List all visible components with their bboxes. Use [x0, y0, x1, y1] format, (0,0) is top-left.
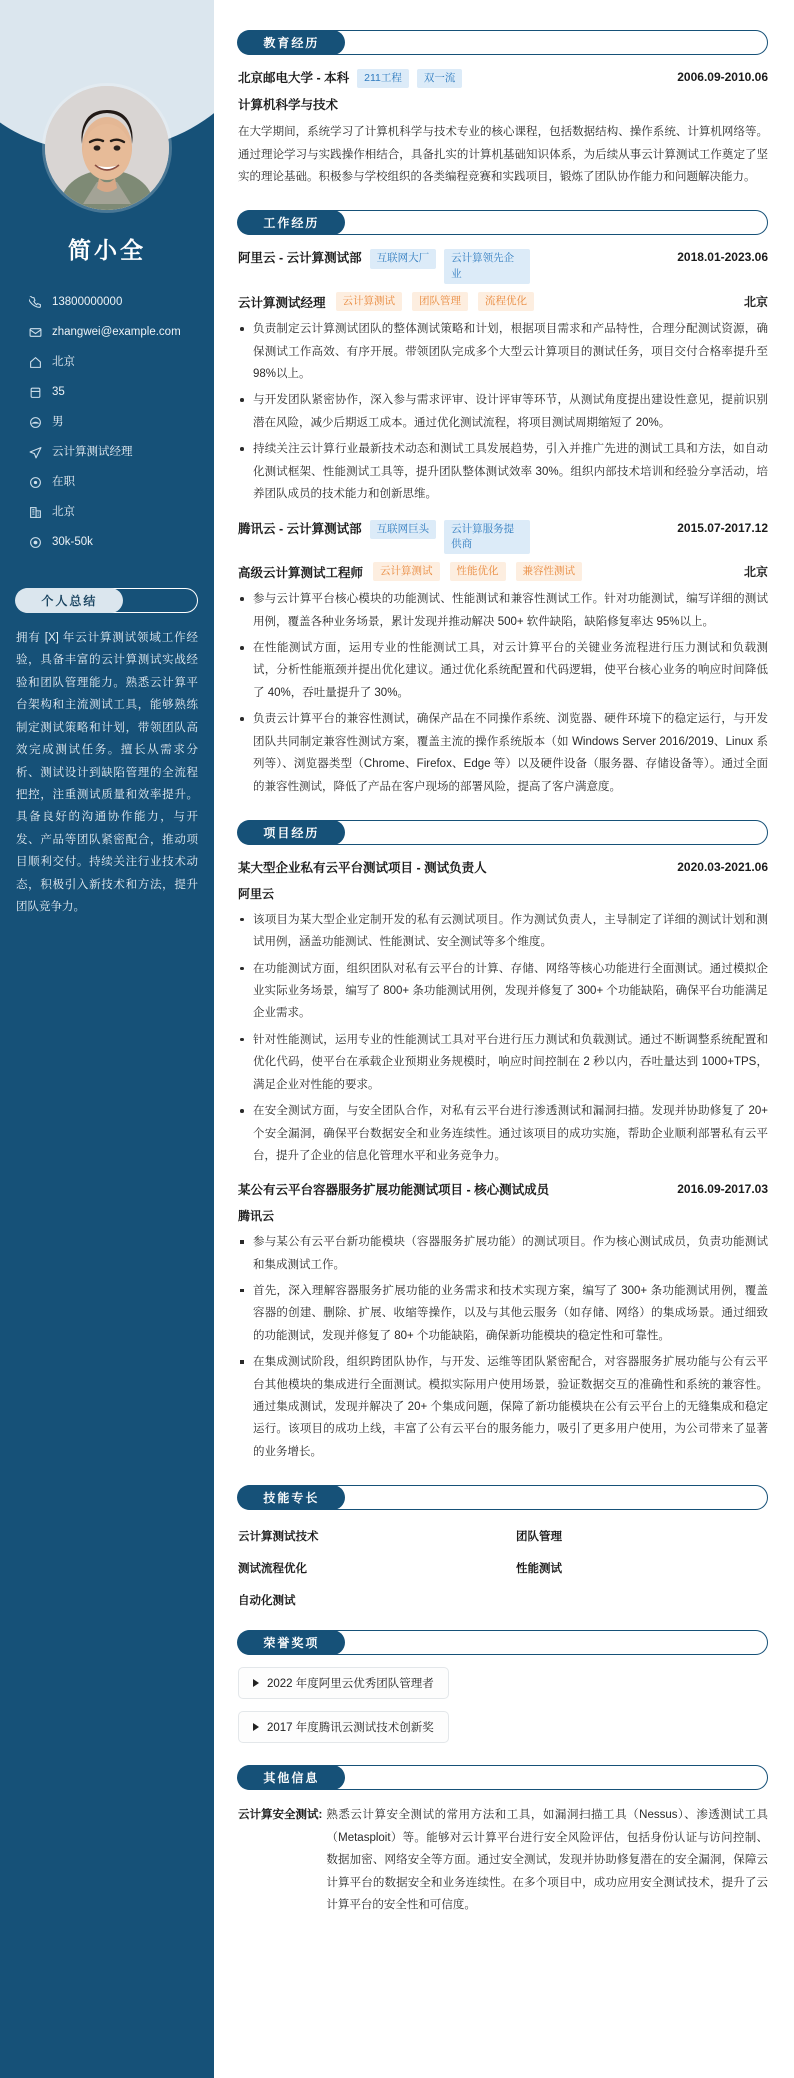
work-bullet: 参与云计算平台核心模块的功能测试、性能测试和兼容性测试工作。针对功能测试，编写详细的测试用例，覆盖各种业务场景，累计发现并推动解决 500+ 软件缺陷，缺陷修复率达 95%以上。 — [238, 588, 768, 633]
education-entry-header — [238, 69, 768, 88]
project-bullets — [238, 909, 768, 1168]
education-major: 计算机科学与技术 — [238, 98, 339, 113]
job-title: 云计算测试经理 — [238, 295, 326, 310]
caret-right-icon — [253, 1679, 259, 1687]
summary-text: 拥有 [X] 年云计算测试领域工作经验，具备丰富的云计算测试实战经验和团队管理能力。熟悉云计算平台架构和主流测试工具，能够熟练制定测试策略和计划，带领团队高效完成测试任务。擅长从需求分析、测试设计到缺陷管理的全流程把控，注重测试质量和效率提升。具备良好的沟通协作能力，与开发、产品等团队紧密配合，推动项目顺利交付。持续关注行业技术动态，积极引入新技术和方法，提升团队竞争力。 — [16, 632, 198, 914]
home-icon — [28, 355, 43, 370]
project-entry — [238, 1181, 768, 1463]
skills-grid — [238, 1528, 768, 1608]
company-name: 阿里云 - 云计算测试部 — [238, 251, 362, 266]
section-heading-label: 荣誉奖项 — [237, 1630, 345, 1655]
other-item — [238, 1804, 768, 1916]
skill-bar — [572, 1532, 768, 1541]
mail-icon — [28, 325, 43, 340]
section-heading-awards — [238, 1630, 768, 1655]
caret-right-icon — [253, 1723, 259, 1731]
project-bullet: 在功能测试方面，组织团队对私有云平台的计算、存储、网络等核心功能进行全面测试。通过模拟企业实际业务场景，编写了 800+ 条功能测试用例，发现并修复了 300+ 个功能缺陷，确保平台功能满足企业需求。 — [238, 958, 768, 1025]
skill-item — [238, 1592, 490, 1608]
contact-item-status — [28, 475, 214, 490]
contact-value: 云计算测试经理 — [52, 445, 133, 458]
role-tag: 团队管理 — [412, 292, 468, 311]
section-heading-projects — [238, 820, 768, 845]
project-date: 2020.03-2021.06 — [677, 859, 768, 874]
project-bullet: 在安全测试方面，与安全团队合作，对私有云平台进行渗透测试和漏洞扫描。发现并协助修复了 20+ 个安全漏洞，确保平台数据安全和业务连续性。通过该项目的成功实施，帮助企业顺利部署私有云平台，提升了企业的信息化管理水平和业务竞争力。 — [238, 1100, 768, 1167]
project-bullet: 参与某公有云平台新功能模块（容器服务扩展功能）的测试项目。作为核心测试成员，负责功能测试和集成测试工作。 — [238, 1231, 768, 1276]
contact-value: 男 — [52, 415, 64, 428]
section-awards — [238, 1630, 768, 1743]
company-name: 腾讯云 - 云计算测试部 — [238, 521, 362, 536]
work-role-row — [238, 292, 768, 311]
section-skills — [238, 1485, 768, 1608]
project-org: 阿里云 — [238, 886, 275, 901]
education-description: 在大学期间，系统学习了计算机科学与技术专业的核心课程，包括数据结构、操作系统、计算机网络等。通过理论学习与实践操作相结合，具备扎实的计算机基础知识体系，为后续从事云计算测试工作奠定了坚实的理论基础。积极参与学校组织的各类编程竞赛和实践项目，锻炼了团队协作能力和问题解决能力。 — [238, 126, 768, 184]
skill-bar — [317, 1564, 490, 1573]
main-content — [214, 0, 794, 2078]
award-label: 2022 年度阿里云优秀团队管理者 — [267, 1678, 434, 1691]
other-text: 熟悉云计算安全测试的常用方法和工具，如漏洞扫描工具（Nessus）、渗透测试工具（Metasploit）等。能够对云计算平台进行安全风险评估，包括身份认证与访问控制、数据加密、网络安全等方面。通过安全测试，发现并协助修复潜在的安全漏洞，保障云计算平台的数据安全和业务连续性。在多个项目中，成功应用安全测试技术，提升了云计算平台的安全性和可信度。 — [326, 1809, 768, 1912]
section-heading-summary — [16, 588, 198, 613]
project-bullets — [238, 1231, 768, 1463]
project-org: 腾讯云 — [238, 1209, 275, 1224]
skill-bar — [572, 1564, 768, 1573]
work-bullets — [238, 318, 768, 505]
salary-icon — [28, 535, 43, 550]
project-bullet: 该项目为某大型企业定制开发的私有云测试项目。作为测试负责人，主导制定了详细的测试计划和测试用例，涵盖功能测试、性能测试、安全测试等多个维度。 — [238, 909, 768, 954]
contact-item-hometown — [28, 355, 214, 370]
project-title: 某大型企业私有云平台测试项目 - 测试负责人 — [238, 860, 487, 875]
section-heading-label: 个人总结 — [15, 588, 123, 613]
avatar — [45, 86, 169, 210]
skill-bar — [306, 1596, 491, 1605]
job-title: 高级云计算测试工程师 — [238, 565, 364, 580]
skill-label: 自动化测试 — [238, 1595, 296, 1608]
person-name: 简小全 — [68, 237, 146, 263]
work-role-row — [238, 562, 768, 581]
section-heading-skills — [238, 1485, 768, 1510]
section-heading-other — [238, 1765, 768, 1790]
education-entry — [238, 69, 768, 188]
section-heading-label: 项目经历 — [237, 820, 345, 845]
skill-label: 团队管理 — [516, 1531, 562, 1544]
skill-item — [238, 1528, 490, 1544]
education-tag: 双一流 — [417, 69, 463, 88]
contact-value: 在职 — [52, 475, 75, 488]
work-bullet: 负责制定云计算测试团队的整体测试策略和计划，根据项目需求和产品特性，合理分配测试资源，确保测试工作高效、有序开展。带领团队完成多个大型云计算项目的测试任务，项目交付合格率提升至 98%以上。 — [238, 318, 768, 385]
project-entry-header — [238, 859, 768, 878]
company-tag: 互联网大厂 — [370, 249, 437, 268]
company-tag: 云计算服务提供商 — [444, 520, 530, 554]
contact-item-position — [28, 445, 214, 460]
phone-icon — [28, 295, 43, 310]
work-entry-header — [238, 249, 768, 283]
work-location: 北京 — [743, 295, 768, 310]
sidebar — [0, 0, 214, 2078]
other-label: 云计算安全测试: — [238, 1809, 323, 1822]
role-tag: 流程优化 — [478, 292, 534, 311]
section-work — [238, 210, 768, 797]
section-heading-label: 技能专长 — [237, 1485, 345, 1510]
work-bullet: 与开发团队紧密协作，深入参与需求评审、设计评审等环节，从测试角度提出建设性意见，提前识别潜在风险，减少后期返工成本。通过优化测试流程，将项目测试周期缩短了 20%。 — [238, 389, 768, 434]
skill-item — [238, 1560, 490, 1576]
role-tag: 云计算测试 — [373, 562, 440, 581]
work-bullets — [238, 588, 768, 798]
section-heading-label: 教育经历 — [237, 30, 345, 55]
project-bullet: 针对性能测试，运用专业的性能测试工具对平台进行压力测试和负载测试。通过不断调整系统配置和优化代码，使平台在承载企业预期业务规模时，响应时间控制在 2 秒以内，吞吐量达到 1000+TPS，满足企业对性能的要求。 — [238, 1029, 768, 1096]
status-icon — [28, 475, 43, 490]
section-heading-work — [238, 210, 768, 235]
contact-value: 13800000000 — [52, 295, 123, 308]
education-tag: 211工程 — [357, 69, 409, 88]
project-date: 2016.09-2017.03 — [677, 1182, 768, 1197]
contact-value: zhangwei@example.com — [52, 325, 181, 338]
skill-label: 测试流程优化 — [238, 1563, 307, 1576]
contact-value: 北京 — [52, 355, 75, 368]
work-entry — [238, 520, 768, 798]
section-projects — [238, 820, 768, 1463]
role-tag: 兼容性测试 — [516, 562, 583, 581]
work-bullet: 持续关注云计算行业最新技术动态和测试工具发展趋势，引入并推广先进的测试工具和方法，如自动化测试框架、性能测试工具等，提升团队整体测试效率 30%。组织内部技术培训和经验分享活动，培养团队成员的技术能力和创新思维。 — [238, 438, 768, 505]
section-heading-label: 工作经历 — [237, 210, 345, 235]
building-icon — [28, 505, 43, 520]
paper-plane-icon — [28, 445, 43, 460]
contact-item-age — [28, 385, 214, 400]
contact-list — [28, 295, 214, 550]
section-heading-education — [238, 30, 768, 55]
work-location: 北京 — [743, 565, 768, 580]
school-name: 北京邮电大学 - 本科 — [238, 71, 350, 85]
education-date: 2006.09-2010.06 — [677, 70, 768, 84]
company-tag: 互联网巨头 — [370, 520, 437, 539]
gender-icon — [28, 415, 43, 430]
project-entry — [238, 859, 768, 1167]
project-bullet: 首先，深入理解容器服务扩展功能的业务需求和技术实现方案，编写了 300+ 条功能测试用例，覆盖容器的创建、删除、扩展、收缩等操作，以及与其他云服务（如存储、网络）的集成场景。通过细致的功能测试，发现并修复了 80+ 个功能缺陷，确保新功能模块的稳定性和可靠性。 — [238, 1280, 768, 1347]
work-entry — [238, 249, 768, 505]
work-entry-header — [238, 520, 768, 554]
section-heading-label: 其他信息 — [237, 1765, 345, 1790]
award-item[interactable] — [238, 1711, 449, 1743]
contact-value: 35 — [52, 385, 65, 398]
contact-value: 北京 — [52, 505, 75, 518]
award-item[interactable] — [238, 1667, 449, 1699]
skill-item — [516, 1528, 768, 1544]
skill-item — [516, 1560, 768, 1576]
work-date: 2018.01-2023.06 — [677, 250, 768, 265]
skill-label: 性能测试 — [516, 1563, 562, 1576]
award-label: 2017 年度腾讯云测试技术创新奖 — [267, 1722, 434, 1735]
avatar-photo-icon — [45, 86, 169, 210]
role-tag: 云计算测试 — [336, 292, 403, 311]
work-bullet: 负责云计算平台的兼容性测试，确保产品在不同操作系统、浏览器、硬件环境下的稳定运行，与开发团队共同制定兼容性测试方案，覆盖主流的操作系统版本（如 Windows Server 2016/2019、Linux 系列等）、浏览器类型（Chrome、Firefox、Edge 等）以及硬件设备（服务器、存储设备等）。通过全面的兼容性测试，降低了产品在客户现场的部署风险，提高了客户满意度。 — [238, 708, 768, 798]
project-title: 某公有云平台容器服务扩展功能测试项目 - 核心测试成员 — [238, 1183, 550, 1198]
work-bullet: 在性能测试方面，运用专业的性能测试工具，对云计算平台的关键业务流程进行压力测试和负载测试，分析性能瓶颈并提出优化建议。通过优化系统配置和代码逻辑，使平台核心业务的响应时间降低了 40%，吞吐量提升了 30%。 — [238, 637, 768, 704]
contact-item-salary — [28, 535, 214, 550]
role-tag: 性能优化 — [450, 562, 506, 581]
contact-item-work-city — [28, 505, 214, 520]
company-tag: 云计算领先企业 — [444, 249, 530, 283]
skill-label: 云计算测试技术 — [238, 1531, 319, 1544]
work-date: 2015.07-2017.12 — [677, 520, 768, 535]
contact-value: 30k-50k — [52, 535, 93, 548]
project-entry-header — [238, 1181, 768, 1200]
contact-item-phone — [28, 295, 214, 310]
contact-item-email — [28, 325, 214, 340]
section-other — [238, 1765, 768, 1916]
calendar-icon — [28, 385, 43, 400]
section-education — [238, 30, 768, 188]
project-bullet: 在集成测试阶段，组织跨团队协作，与开发、运维等团队紧密配合，对容器服务扩展功能与公有云平台其他模块的集成进行全面测试。模拟实际用户使用场景，验证数据交互的准确性和系统的兼容性。通过集成测试，发现并解决了 20+ 个集成问题，保障了新功能模块在公有云平台上的无缝集成和稳定运行。该项目的成功上线，丰富了公有云平台的服务能力，吸引了更多用户使用，为公司带来了显著的业务增长。 — [238, 1351, 768, 1463]
contact-item-gender — [28, 415, 214, 430]
skill-bar — [329, 1532, 491, 1541]
